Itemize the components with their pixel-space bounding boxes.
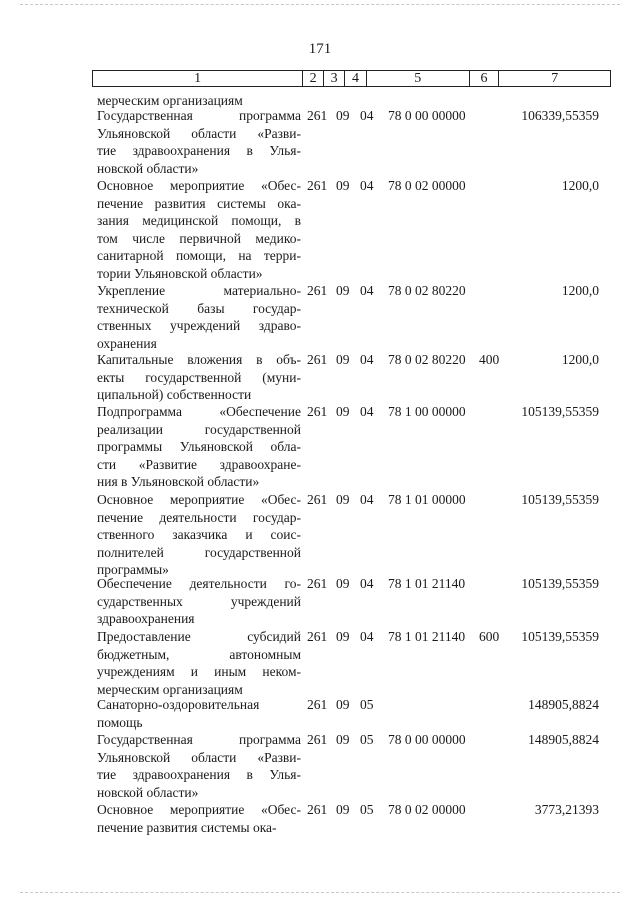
row-cell-c4: 05 bbox=[360, 732, 374, 747]
row-cell-c7: 105139,55359 bbox=[521, 576, 599, 591]
row-name bbox=[97, 107, 301, 177]
row-cell-c7: 105139,55359 bbox=[521, 492, 599, 507]
row-cell-c7: 3773,21393 bbox=[534, 802, 599, 817]
row-name-line: Ульяновской области «Разви- bbox=[97, 125, 301, 141]
row-cell-c4: 04 bbox=[360, 283, 374, 298]
row-name-line: ственных учреждений здраво- bbox=[97, 318, 301, 333]
row-name-line: екты государственной (муни- bbox=[97, 369, 301, 385]
row-name-line: Основное мероприятие «Обес- bbox=[97, 178, 301, 193]
row-name-line: печение деятельности государ- bbox=[97, 509, 301, 525]
row-name-line: Государственная программа bbox=[97, 108, 301, 123]
row-cell-c7: 148905,8824 bbox=[528, 697, 599, 712]
row-name bbox=[97, 696, 301, 731]
row-name-line: Основное мероприятие «Обес- bbox=[97, 802, 301, 817]
row-cell-c4: 05 bbox=[360, 802, 374, 817]
scan-edge-bottom bbox=[20, 892, 620, 893]
page-number: 171 bbox=[308, 41, 332, 57]
row-cell-c7: 105139,55359 bbox=[521, 629, 599, 644]
row-cell-c3: 09 bbox=[336, 178, 350, 193]
row-cell-c3: 09 bbox=[336, 352, 350, 367]
row-cell-c4: 04 bbox=[360, 352, 374, 367]
row-cell-c3: 09 bbox=[336, 404, 350, 419]
row-cell-c5: 78 1 00 00000 bbox=[388, 404, 466, 419]
row-name bbox=[97, 282, 301, 352]
header-col-2: 2 bbox=[303, 71, 324, 86]
row-name-line: здравоохранения bbox=[97, 611, 195, 626]
row-cell-c3: 09 bbox=[336, 576, 350, 591]
row-cell-c5: 78 0 02 80220 bbox=[388, 352, 466, 367]
row-name-line: печение развития системы ока- bbox=[97, 195, 301, 211]
row-cell-c5: 78 1 01 21140 bbox=[388, 576, 466, 591]
row-cell-c7: 1200,0 bbox=[561, 178, 599, 193]
row-name-line: новской области» bbox=[97, 160, 199, 176]
row-cell-c7: 1200,0 bbox=[561, 352, 599, 367]
row-cell-c3: 09 bbox=[336, 629, 350, 644]
row-name-line: полнителей государственной bbox=[97, 544, 301, 560]
row-cell-c7: 106339,55359 bbox=[521, 108, 599, 123]
row-name-line: мерческим организациям bbox=[97, 93, 243, 108]
row-name bbox=[97, 491, 301, 579]
row-cell-c5: 78 1 01 00000 bbox=[388, 492, 466, 507]
row-cell-c2: 261 bbox=[307, 404, 328, 419]
row-name bbox=[97, 731, 301, 801]
row-name-line: тие здравоохранения в Улья- bbox=[97, 767, 301, 782]
row-name-line: технической базы государ- bbox=[97, 300, 301, 316]
row-cell-c4: 04 bbox=[360, 576, 374, 591]
row-name-line: охранения bbox=[97, 335, 157, 351]
row-name-line: Обеспечение деятельности го- bbox=[97, 576, 301, 591]
row-cell-c2: 261 bbox=[307, 108, 328, 123]
row-cell-c4: 05 bbox=[360, 697, 374, 712]
row-cell-c4: 04 bbox=[360, 629, 374, 644]
header-col-7: 7 bbox=[551, 71, 559, 86]
row-cell-c3: 09 bbox=[336, 283, 350, 298]
row-name bbox=[97, 575, 301, 628]
row-cell-c6: 600 bbox=[479, 629, 500, 644]
header-col-3: 3 bbox=[324, 71, 345, 86]
row-name-line: реализации государственной bbox=[97, 421, 301, 437]
row-cell-c2: 261 bbox=[307, 178, 328, 193]
row-name-line: Капитальные вложения в объ- bbox=[97, 352, 301, 367]
row-name-line: Санаторно-оздоровительная bbox=[97, 697, 260, 712]
row-cell-c4: 04 bbox=[360, 108, 374, 123]
row-cell-c5: 78 0 02 00000 bbox=[388, 802, 466, 817]
row-cell-c4: 04 bbox=[360, 492, 374, 507]
row-name bbox=[97, 628, 301, 698]
row-name-line: сударственных учреждений bbox=[97, 593, 301, 609]
row-name-line: тие здравоохранения в Улья- bbox=[97, 143, 301, 158]
row-cell-c7: 1200,0 bbox=[561, 283, 599, 298]
row-name-line: Предоставление субсидий bbox=[97, 629, 301, 644]
row-cell-c3: 09 bbox=[336, 697, 350, 712]
row-cell-c6: 400 bbox=[479, 352, 500, 367]
row-cell-c5: 78 0 02 00000 bbox=[388, 178, 466, 193]
row-cell-c3: 09 bbox=[336, 732, 350, 747]
row-name-line: Ульяновской области «Разви- bbox=[97, 749, 301, 765]
row-name-line: санитарной помощи, на терри- bbox=[97, 248, 301, 263]
header-col-4: 4 bbox=[345, 71, 367, 86]
row-name-line: мерческим организациям bbox=[97, 681, 243, 697]
row-cell-c5: 78 0 02 80220 bbox=[388, 283, 466, 298]
row-cell-c3: 09 bbox=[336, 492, 350, 507]
row-name-line: учреждениям и иным неком- bbox=[97, 664, 301, 679]
row-cell-c5: 78 1 01 21140 bbox=[388, 629, 466, 644]
row-name-line: ния в Ульяновской области» bbox=[97, 474, 260, 489]
row-cell-c4: 04 bbox=[360, 404, 374, 419]
row-name-line: новской области» bbox=[97, 784, 199, 800]
row-name-line: зания медицинской помощи, в bbox=[97, 213, 301, 228]
row-name bbox=[97, 351, 301, 404]
row-cell-c7: 105139,55359 bbox=[521, 404, 599, 419]
row-name-line: программы» bbox=[97, 562, 169, 577]
header-col-5: 5 bbox=[367, 71, 470, 86]
header-col-6: 6 bbox=[470, 71, 500, 86]
row-cell-c3: 09 bbox=[336, 108, 350, 123]
row-cell-c5: 78 0 00 00000 bbox=[388, 732, 466, 747]
row-cell-c2: 261 bbox=[307, 697, 328, 712]
row-name-line: ципальной) собственности bbox=[97, 387, 252, 402]
row-cell-c7: 148905,8824 bbox=[528, 732, 599, 747]
row-cell-c2: 261 bbox=[307, 802, 328, 817]
row-name-line: программы Ульяновской обла- bbox=[97, 439, 301, 454]
row-name-line: том числе первичной медико- bbox=[97, 230, 301, 246]
row-name-line: сти «Развитие здравоохране- bbox=[97, 456, 301, 472]
row-name-line: Укрепление материально- bbox=[97, 283, 301, 298]
row-name bbox=[97, 177, 301, 282]
row-name-line: помощь bbox=[97, 714, 143, 730]
row-name-line: ственного заказчика и соис- bbox=[97, 527, 301, 542]
row-cell-c5: 78 0 00 00000 bbox=[388, 108, 466, 123]
row-cell-c3: 09 bbox=[336, 802, 350, 817]
row-name-line: Подпрограмма «Обеспечение bbox=[97, 404, 301, 419]
row-cell-c2: 261 bbox=[307, 283, 328, 298]
row-name-line: тории Ульяновской области» bbox=[97, 265, 263, 281]
row-cell-c2: 261 bbox=[307, 576, 328, 591]
row-cell-c4: 04 bbox=[360, 178, 374, 193]
row-name-line: Основное мероприятие «Обес- bbox=[97, 492, 301, 507]
row-cell-c2: 261 bbox=[307, 492, 328, 507]
row-name-line: печение развития системы ока- bbox=[97, 819, 277, 835]
row-name bbox=[97, 801, 301, 836]
header-col-1: 1 bbox=[93, 71, 303, 86]
row-name-line: бюджетным, автономным bbox=[97, 646, 301, 662]
row-cell-c2: 261 bbox=[307, 629, 328, 644]
row-name bbox=[97, 403, 301, 491]
row-name-line: Государственная программа bbox=[97, 732, 301, 747]
row-cell-c2: 261 bbox=[307, 352, 328, 367]
row-cell-c2: 261 bbox=[307, 732, 328, 747]
